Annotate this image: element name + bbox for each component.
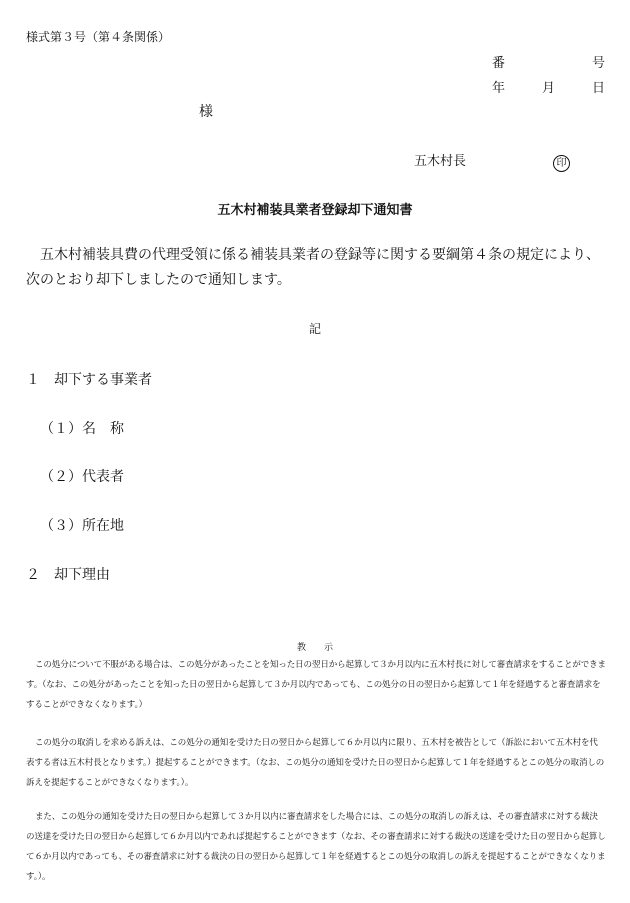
number-label-go: 号 <box>592 56 606 71</box>
item-1-heading: １ 却下する事業者 <box>26 372 152 388</box>
number-label-ban: 番 <box>492 56 506 71</box>
notice-paragraph-3: また、この処分の通知を受けた日の翌日から起算して３か月以内に審査請求をした場合には、この処分の取消しの訴えは、その審査請求に対する裁決の送達を受けた日の翌日から起算して６か月以内であれば提起することができます（なお、その審査請求に対する裁決の送達を受けた日の翌日から起算して６か月以内であっても、その審査請求に対する裁決の日の翌日から起算して１年を経過するとこの処分の取消しの訴えを提起することができなくなります。）。 <box>26 812 606 882</box>
notice-paragraph-2: この処分の取消しを求める訴えは、この処分の通知を受けた日の翌日から起算して６か月以内に限り、五木村を被告として（訴訟において五木村を代表する者は五木村長となります。）提起することができます。（なお、この処分の通知を受けた日の翌日から起算して１年を経過するとこの処分の取消しの訴えを提起することができなくなります。）。 <box>26 738 605 788</box>
item-representative-label: （２）代表者 <box>40 469 124 485</box>
date-label-year: 年 <box>492 81 506 96</box>
notice-paragraph-1: この処分について不服がある場合は、この処分があったことを知った日の翌日から起算して３か月以内に五木村長に対して審査請求をすることができます。（なお、この処分があったことを知った日の翌日から起算して３か月以内であっても、この処分の日の翌日から起算して１年を経過すると審査請求をすることができなくなります。） <box>26 660 606 710</box>
body-text: 五木村補装具費の代理受領に係る補装具業者の登録等に関する要綱第４条の規定により、次のとおり却下しましたので通知します。 <box>26 247 600 288</box>
date-label-day: 日 <box>592 81 606 96</box>
issuer-name: 五木村長 <box>414 154 467 169</box>
form-number: 様式第３号（第４条関係） <box>26 30 171 44</box>
seal-mark: 印 <box>553 155 570 172</box>
recipient-honorific: 様 <box>199 104 213 120</box>
document-title: 五木村補装具業者登録却下通知書 <box>217 203 413 218</box>
ki-heading: 記 <box>308 322 321 336</box>
date-label-month: 月 <box>542 81 556 96</box>
item-address-label: （３）所在地 <box>40 518 124 534</box>
notice-heading: 教 示 <box>296 643 333 653</box>
item-name-label: （１）名 称 <box>40 421 124 437</box>
item-2-heading: ２ 却下理由 <box>26 567 110 583</box>
